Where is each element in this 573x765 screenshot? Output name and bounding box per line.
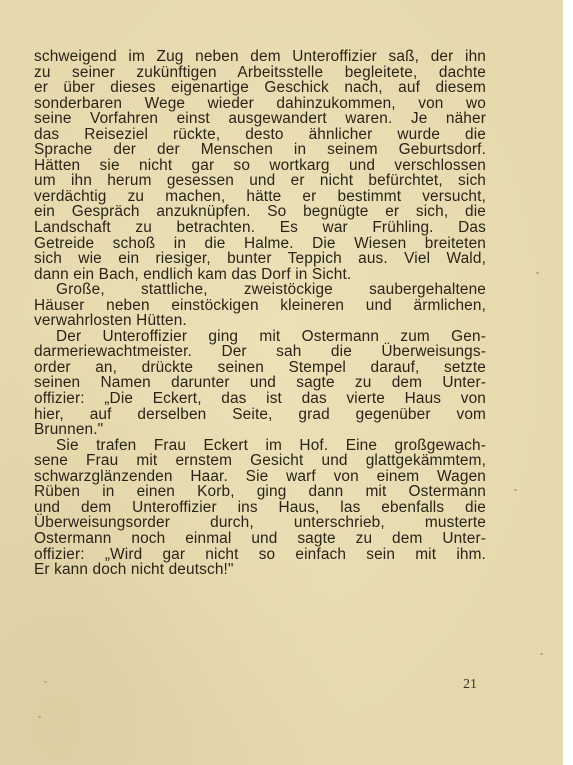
paper-speck xyxy=(536,272,539,274)
text-line: und dem Unteroffizier ins Haus, las ebenfalls die xyxy=(34,498,486,516)
text-line: Große, stattliche, zweistöckige saubergehaltene xyxy=(56,281,486,299)
text-line: Getreide schoß in die Halme. Die Wiesen breiteten xyxy=(34,234,486,252)
text-line: sich wie ein riesiger, bunter Teppich aus. Viel Wald, xyxy=(34,250,486,268)
paper-speck xyxy=(540,653,543,655)
page-number: 21 xyxy=(463,677,477,692)
body-text xyxy=(34,49,486,578)
text-line: Häuser neben einstöckigen kleineren und ärmlichen, xyxy=(34,296,486,314)
text-line: um ihn herum gesessen und er nicht befürchtet, sich xyxy=(34,172,486,190)
text-line: darmeriewachtmeister. Der sah die Überweisungs- xyxy=(34,343,486,361)
text-line: schweigend im Zug neben dem Unteroffizier saß, der ihn xyxy=(34,48,486,65)
text-line: Ostermann noch einmal und sagte zu dem Unter- xyxy=(34,529,486,547)
text-line: Sprache der der Menschen in seinem Geburtsdorf. xyxy=(34,141,486,159)
text-line: schwarzglänzenden Haar. Sie warf von einem Wagen xyxy=(34,467,486,485)
text-line: verdächtig zu machen, hätte er bestimmt versucht, xyxy=(34,187,486,205)
paper-speck xyxy=(38,716,41,718)
text-line: Rüben in einen Korb, ging dann mit Ostermann xyxy=(34,483,486,501)
text-line: Er kann doch nicht deutsch!" xyxy=(34,561,234,579)
text-line: das Reiseziel rückte, desto ähnlicher wurde die xyxy=(34,125,486,143)
text-line: Landschaft zu betrachten. Es war Frühling. Das xyxy=(34,219,486,237)
text-line: zu seiner zukünftigen Arbeitsstelle begleitete, dachte xyxy=(34,63,486,81)
paragraph-1 xyxy=(34,49,486,282)
text-line: sene Frau mit ernstem Gesicht und glattgekämmtem, xyxy=(34,452,486,470)
text-line: er über dieses eigenartige Geschick nach, auf diesem xyxy=(34,79,486,97)
text-line: hier, auf derselben Seite, grad gegenüber vom xyxy=(34,405,486,423)
text-line: offizier: „Die Eckert, das ist das vierte Haus von xyxy=(34,390,486,408)
text-line: offizier: „Wird gar nicht so einfach sein mit ihm. xyxy=(34,545,486,563)
text-line: Überweisungsorder durch, unterschrieb, musterte xyxy=(34,514,486,532)
text-line: Der Unteroffizier ging mit Ostermann zum Gen- xyxy=(56,327,486,345)
paper-speck xyxy=(44,681,47,683)
paragraph-4 xyxy=(34,438,486,578)
text-line: order an, drückte seinen Stempel darauf, setzte xyxy=(34,358,486,376)
page-edge xyxy=(563,0,573,765)
text-line: sonderbaren Wege wieder dahinzukommen, von wo xyxy=(34,94,486,112)
text-line: seine Vorfahren einst ausgewandert waren. Je näher xyxy=(34,110,486,128)
text-line: Hätten sie nicht gar so wortkarg und verschlossen xyxy=(34,156,486,174)
text-line: Brunnen." xyxy=(34,421,104,439)
text-line: ein Gespräch anzuknüpfen. So begnügte er sich, die xyxy=(34,203,486,221)
text-line: dann ein Bach, endlich kam das Dorf in Sicht. xyxy=(34,265,352,283)
text-line: verwahrlosten Hütten. xyxy=(34,312,187,330)
paragraph-2 xyxy=(34,282,486,329)
paragraph-3 xyxy=(34,329,486,438)
paper-speck xyxy=(514,489,517,491)
text-line: Sie trafen Frau Eckert im Hof. Eine großgewach- xyxy=(56,436,486,454)
text-line: seinen Namen darunter und sagte zu dem Unter- xyxy=(34,374,486,392)
